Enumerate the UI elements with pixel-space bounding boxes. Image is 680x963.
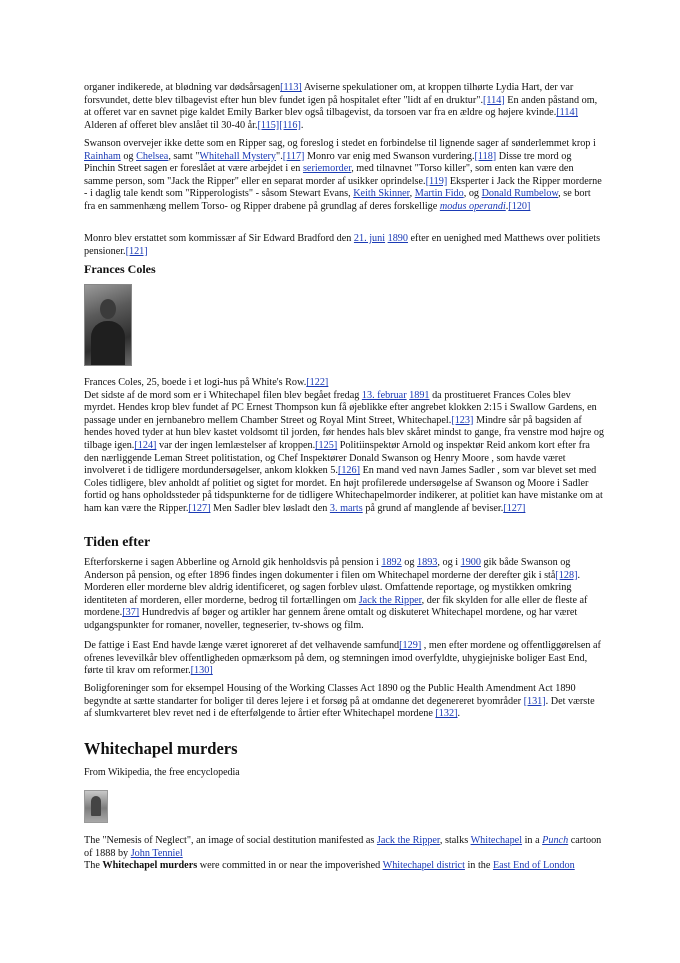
inline-link[interactable]: [113]: [280, 82, 302, 93]
text-segment: cartoon of 1888 by: [84, 835, 604, 859]
text-segment: De fattige i East End havde længe været ignoreret af det velhavende samfund: [84, 640, 400, 651]
paragraph-text: [84, 377, 607, 516]
inline-link[interactable]: Punch: [542, 835, 569, 846]
paragraph-text: [84, 82, 604, 132]
inline-link[interactable]: [117]: [282, 150, 305, 162]
bold-text: Whitechapel murders: [102, 860, 198, 872]
inline-link[interactable]: John Tenniel: [130, 847, 183, 859]
text-segment: Efterforskerne i sagen Abberline og Arnold gik henholdsvis på pension i: [84, 557, 382, 568]
text-segment: in a: [522, 835, 543, 846]
paragraph-text: [84, 640, 604, 678]
text-segment: organer indikerede, at blødning var dødsårsagen: [84, 82, 281, 93]
portrait-face: [100, 299, 116, 319]
inline-link[interactable]: [127]: [188, 502, 211, 514]
inline-link[interactable]: Donald Rumbelow: [481, 188, 559, 200]
paragraph-whitechapel-intro: [84, 835, 604, 873]
paragraph-frances-coles: [84, 377, 607, 516]
paragraph-text: [84, 557, 604, 633]
text-segment: Eksperter i Jack the Ripper morderne - i daglig tale kendt som "Ripperologists" - såsom Stewart Evans,: [84, 175, 605, 200]
inline-link[interactable]: Jack the Ripper: [358, 594, 422, 606]
text-segment: . Det værste af slumkvarteret blev revet ned i de efterfølgende to årtier efter Whitechapel mordene: [84, 695, 598, 720]
inline-link[interactable]: Keith Skinner: [353, 188, 410, 200]
inline-link[interactable]: 1891: [409, 389, 430, 401]
inline-link[interactable]: [37]: [122, 607, 140, 619]
paragraph-swanson: [84, 138, 604, 214]
text-segment: Hundredvis af bøger og artikler har gennem årene omtalt og diskuteret Whitechapel mordene, og har været udgangspunkter for romaner, noveller, tegneserier, tv-shows og film.: [84, 607, 580, 631]
text-segment: Men Sadler blev løsladt den: [210, 502, 330, 514]
text-segment: Politiinspektør Arnold og inspektør Reid ankom kort efter fra den nærliggende Leman Street politistation, og Chef Inspektører Donald Swanson og Henry Moore , som havde været involveret i de tidligere mordundersøgelser, ankom klokken 5.: [84, 439, 593, 477]
text-segment: da prostitueret Frances Coles blev myrdet. Hendes krop blev fundet af PC Ernest Thompson kun få øjeblikke efter angrebet klokken 2:15 i Swallow Gardens, en passage under en jernbanebro mellem Chamber Street og Royal Mint Street, Whitechapel.: [84, 389, 600, 426]
inline-link[interactable]: [116]: [279, 119, 301, 131]
text-segment: Aviserne spekulationer om, at kroppen tilhørte Lydia Hart, der var forsvundet, dette blev tilbagevist efter hun blev fundet igen på hospitalet efter "lidt af en druktur".: [84, 82, 576, 106]
text-segment: på grund af manglende af beviser.: [362, 502, 504, 514]
paragraph-text: [84, 138, 604, 214]
inline-link[interactable]: 21. juni: [353, 233, 386, 244]
inline-link[interactable]: [124]: [134, 439, 157, 451]
inline-link[interactable]: Whitehall Mystery: [199, 150, 277, 162]
text-segment: The: [84, 860, 100, 872]
text-segment: , samt ": [168, 150, 200, 162]
text-segment: were committed in or near the impoverished: [197, 860, 383, 872]
text-segment: Det sidste af de mord som er i Whitechapel filen blev begået fredag: [84, 389, 360, 401]
text-segment: , og i: [437, 557, 461, 568]
text-segment: Frances Coles, 25, boede i et logi-hus på White's Row.: [84, 377, 307, 388]
inline-link[interactable]: [127]: [503, 502, 526, 514]
text-segment: , men efter mordene og offentliggørelsen af ofrenes levevilkår blev offentligheden opmærksom på dem, og stemningen imod overfyldte, uhygiejniske boliger East End, førte til krav om reformer.: [84, 640, 604, 677]
inline-link[interactable]: 1890: [387, 233, 408, 244]
inline-link[interactable]: [123]: [451, 414, 474, 426]
text-segment: var der ingen lemlæstelser af kroppen.: [156, 439, 316, 451]
inline-link[interactable]: [129]: [399, 640, 422, 651]
inline-link[interactable]: Jack the Ripper: [376, 835, 440, 846]
inline-link[interactable]: [122]: [306, 377, 329, 388]
text-segment: En mand ved navn James Sadler , som var blevet set med Coles tidligere, blev anholdt af politiet og sigtet for mordet. En højt profilerede undersøgelse af Swanson og Moore i Sadler fortid og hans opholdssteder på tidspunkterne for de tidligere Whitechapelmorder indikerer, at politiet kan have mistanke om at ham kan være the Ripper.: [84, 465, 606, 514]
text-segment: , der fik skylden for alle eller de fleste af mordene.: [84, 594, 590, 619]
text-segment: ".: [276, 150, 283, 162]
text-segment: gik både Swanson og Anderson på pension, og efter 1896 findes ingen dokumenter i filen om Whitechapel morderne der derefter gik i stå: [84, 557, 573, 581]
inline-link[interactable]: 1900: [460, 557, 481, 568]
inline-link[interactable]: [118]: [474, 150, 497, 162]
text-segment: Alderen af offeret blev anslået til 30-40 år.: [84, 107, 580, 131]
text-segment: Disse tre mord og Pinchin Street sagen er foreslået at være arbejdet i en: [84, 150, 575, 175]
text-segment: The "Nemesis of Neglect", an image of social destitution manifested as: [84, 835, 377, 846]
inline-link[interactable]: [130]: [190, 665, 213, 677]
text-segment: ,: [409, 188, 415, 200]
inline-link[interactable]: [132]: [435, 708, 458, 720]
text-segment: , og: [463, 188, 482, 200]
inline-link[interactable]: [114]: [483, 94, 505, 106]
nemesis-of-neglect-thumbnail[interactable]: [84, 790, 108, 823]
inline-link[interactable]: [121]: [125, 245, 148, 257]
inline-link[interactable]: [126]: [337, 465, 361, 477]
inline-link[interactable]: 1892: [381, 557, 402, 568]
paragraph-aftermath: [84, 557, 604, 633]
inline-link[interactable]: [114]: [556, 107, 578, 119]
inline-link[interactable]: [128]: [555, 569, 578, 581]
paragraph-text: [84, 683, 604, 721]
inline-link[interactable]: [115]: [257, 119, 280, 131]
text-segment: og: [401, 557, 418, 568]
text-segment: Monro blev erstattet som kommissær af Sir Edward Bradford den: [84, 233, 354, 244]
text-segment: og: [120, 150, 137, 162]
text-segment: .: [300, 119, 304, 131]
text-segment: Mindre sår på bagsiden af hendes hoved tyder at hun blev kastet voldsomt til jorden, før hendes hals blev skåret mindst to gange, fra venstre mod højre og tilbage igen.: [84, 414, 607, 451]
paragraph-text: [84, 835, 604, 873]
text-segment: Boligforeninger som for eksempel Housing of the Working Classes Act 1890 og the Public Health Amendment Act 1890 begyndte at sætte standarter for boliger til deres lejere i et forsøg på at omdanne det degenereret byområder: [84, 683, 579, 707]
inline-link[interactable]: [119]: [425, 175, 448, 187]
article-tagline: From Wikipedia, the free encyclopedia: [84, 767, 240, 778]
inline-link[interactable]: Rainham: [84, 150, 121, 162]
inline-link[interactable]: Whitechapel district: [382, 860, 465, 872]
inline-link[interactable]: Martin Fido: [414, 188, 464, 200]
text-segment: . Morderen eller morderne blev aldrig identificeret, og sagen forblev uløst. Omfattende reportage, og mystikken omkring identiteten af morderen, eller morderne, bedrog til fortællingen om: [84, 569, 583, 606]
text-segment: .: [457, 708, 461, 720]
text-segment: Monro var enig med Swanson vurdering.: [304, 150, 475, 162]
inline-link[interactable]: East End of London: [492, 860, 575, 872]
text-segment: Swanson overvejer ikke dette som en Ripper sag, og foreslog i stedet en forbindelse til lignende sager af sønderlemmet krop i: [84, 138, 599, 149]
text-segment: efter en uenighed med Matthews over politiets pensioner.: [84, 233, 603, 257]
paragraph-text: [84, 233, 604, 258]
text-segment: , se bort fra en sammenhæng mellem Torso- og Ripper drabene på grundlag af deres forskellige: [84, 188, 594, 212]
text-segment: .: [505, 200, 509, 212]
inline-link[interactable]: [131]: [523, 695, 546, 707]
heading-tiden-efter: Tiden efter: [84, 535, 151, 550]
inline-link[interactable]: 1893: [417, 557, 438, 568]
thumbnail-figure: [91, 796, 101, 816]
inline-link[interactable]: modus operandi: [439, 200, 506, 212]
text-segment: , stalks: [439, 835, 471, 846]
inline-link[interactable]: seriemorder: [302, 163, 352, 175]
inline-link[interactable]: Whitechapel: [470, 835, 523, 846]
text-segment: in the: [464, 860, 493, 872]
paragraph-torso-victim: [84, 82, 604, 132]
article-title: Whitechapel murders: [84, 739, 238, 758]
paragraph-monro: [84, 233, 604, 258]
paragraph-east-end: [84, 640, 604, 678]
text-segment: , med tilnavnet "Torso killer", som enten kan være den samme person, som "Jack the Ripper" eller en separat morder af usikker oprindelse.: [84, 163, 577, 187]
inline-link[interactable]: 13. februar: [361, 389, 407, 401]
text-segment: En anden påstand om, at offeret var en savnet pige kaldet Emily Barker blev også tilbagevist, da torsoen var fra en ældre og højere kvinde.: [84, 94, 600, 119]
paragraph-housing: [84, 683, 604, 721]
inline-link[interactable]: 3. marts: [329, 502, 363, 514]
inline-link[interactable]: [120]: [508, 200, 531, 212]
frances-coles-photo: [84, 284, 132, 366]
heading-frances-coles: Frances Coles: [84, 262, 156, 276]
portrait-body: [91, 321, 125, 365]
inline-link[interactable]: [125]: [315, 439, 338, 451]
inline-link[interactable]: Chelsea: [136, 150, 169, 162]
